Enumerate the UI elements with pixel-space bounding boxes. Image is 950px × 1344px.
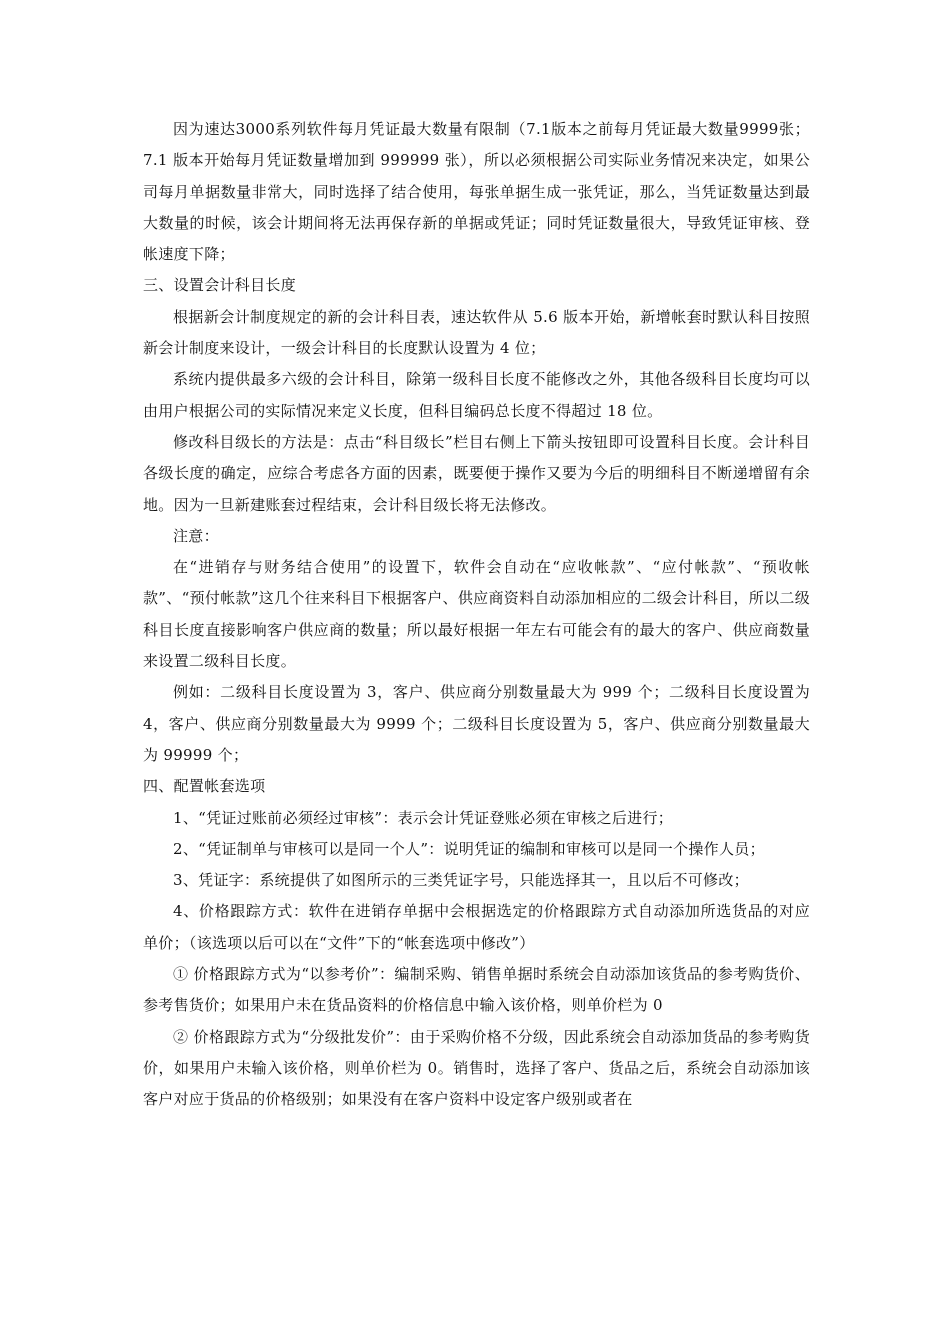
- list-item-option-1: 1、“凭证过账前必须经过审核”：表示会计凭证登账必须在审核之后进行；: [173, 808, 674, 827]
- paragraph-note-label: 注意：: [173, 526, 219, 545]
- paragraph-note-body: 在“进销存与财务结合使用”的设置下，软件会自动在“应收帐款”、“应付帐款”、“预收帐款”、“预付帐款”这几个往来科目下根据客户、供应商资料自动添加相应的二级会计科目，所以二级科目长度直接影响客户供应商的数量；所以最好根据一年左右可能会有的最大的客户、供应商数量来设置二级科目长度。: [143, 558, 810, 671]
- paragraph-modify-method: 修改科目级长的方法是：点击“科目级长”栏目右侧上下箭头按钮即可设置科目长度。会计科目各级长度的确定，应综合考虑各方面的因素，既要便于操作又要为今后的明细科目不断递增留有余地。因为一旦新建账套过程结束，会计科目级长将无法修改。: [143, 432, 810, 514]
- list-item-option-4: 4、价格跟踪方式：软件在进销存单据中会根据选定的价格跟踪方式自动添加所选货品的对应单价；（该选项以后可以在“文件”下的“帐套选项中修改”）: [143, 902, 810, 952]
- paragraph-example: 例如：二级科目长度设置为 3，客户、供应商分别数量最大为 999 个；二级科目长度设置为 4，客户、供应商分别数量最大为 9999 个；二级科目长度设置为 5，客户、供应商分别数量最大为 99999 个；: [143, 683, 810, 764]
- list-item-price-mode-1: ① 价格跟踪方式为“以参考价”：编制采购、销售单据时系统会自动添加该货品的参考购货价、参考售货价；如果用户未在货品资料的价格信息中输入该价格，则单价栏为 0: [143, 965, 810, 1015]
- paragraph-account-levels: 系统内提供最多六级的会计科目，除第一级科目长度不能修改之外，其他各级科目长度均可以由用户根据公司的实际情况来定义长度，但科目编码总长度不得超过 18 位。: [143, 370, 810, 420]
- list-item-option-3: 3、凭证字：系统提供了如图所示的三类凭证字号，只能选择其一，且以后不可修改；: [173, 871, 749, 890]
- list-item-option-2: 2、“凭证制单与审核可以是同一个人”：说明凭证的编制和审核可以是同一个操作人员；: [173, 839, 765, 858]
- document-page: [143, 114, 810, 1116]
- paragraph-voucher-limit: 因为速达3000系列软件每月凭证最大数量有限制（7.1版本之前每月凭证最大数量9999张；7.1 版本开始每月凭证数量增加到 999999 张），所以必须根据公司实际业务情况来决定，如果公司每月单据数量非常大，同时选择了结合使用，每张单据生成一张凭证，那么，当凭证数量达到最大数量的时候，该会计期间将无法再保存新的单据或凭证；同时凭证数量很大，导致凭证审核、登帐速度下降；: [143, 120, 810, 264]
- paragraph-default-account-length: 根据新会计制度规定的新的会计科目表，速达软件从 5.6 版本开始，新增帐套时默认科目按照新会计制度来设计，一级会计科目的长度默认设置为 4 位；: [143, 307, 810, 358]
- list-item-price-mode-2: ② 价格跟踪方式为“分级批发价”：由于采购价格不分级，因此系统会自动添加货品的参考购货价，如果用户未输入该价格，则单价栏为 0。销售时，选择了客户、货品之后，系统会自动添加该客户对应于货品的价格级别；如果没有在客户资料中设定客户级别或者在: [143, 1027, 810, 1109]
- section-heading-options: 四、配置帐套选项: [143, 777, 266, 796]
- section-heading-account-length: 三、设置会计科目长度: [143, 276, 297, 295]
